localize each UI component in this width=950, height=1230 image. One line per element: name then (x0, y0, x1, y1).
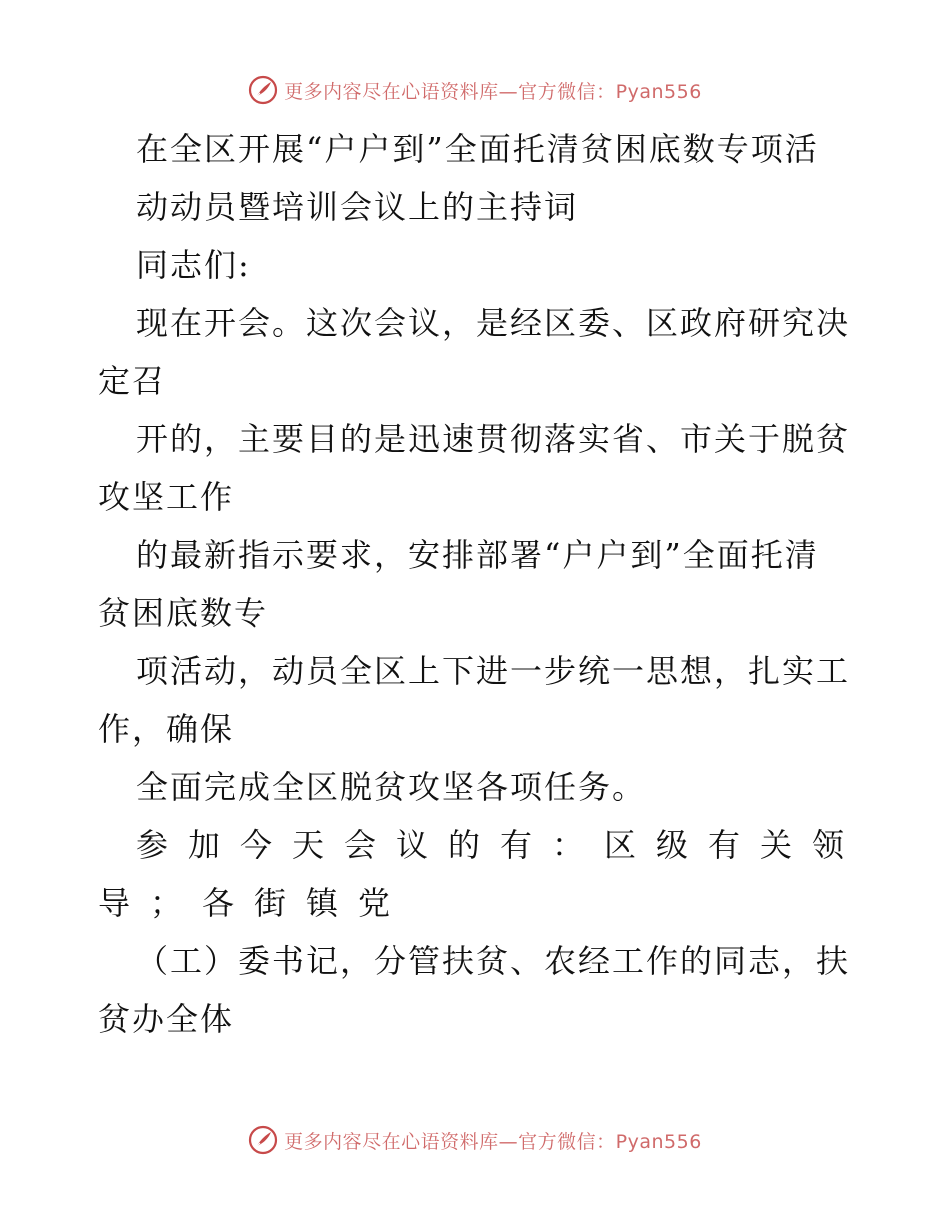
watermark-text: 更多内容尽在心语资料库—官方微信：Pyan556 (284, 80, 702, 103)
paragraph-line: 作，确保 (98, 710, 235, 748)
paragraph-line: 贫困底数专 (98, 594, 269, 632)
document-body (98, 120, 865, 1048)
footer-watermark (0, 1122, 950, 1158)
paragraph-line: 的最新指示要求，安排部署“户户到”全面托清 (136, 536, 819, 574)
salutation: 同志们: (136, 246, 251, 284)
header-watermark (0, 72, 950, 108)
watermark-text: 更多内容尽在心语资料库—官方微信：Pyan556 (284, 1130, 702, 1153)
title-line-1: 在全区开展“户户到”全面托清贫困底数专项活 (136, 130, 819, 168)
paragraph-line: （工）委书记，分管扶贫、农经工作的同志，扶 (136, 942, 851, 980)
paragraph-line: 攻坚工作 (98, 478, 235, 516)
paragraph-line: 开的，主要目的是迅速贯彻落实省、市关于脱贫 (136, 420, 851, 458)
paragraph-line: 项活动，动员全区上下进一步统一思想，扎实工 (136, 652, 851, 690)
paragraph-line: 定召 (98, 362, 167, 400)
title-line-2: 动动员暨培训会议上的主持词 (136, 188, 579, 226)
paragraph-line: 导；各街镇党 (98, 884, 411, 922)
paragraph-line: 贫办全体 (98, 1000, 235, 1038)
paragraph-line: 参加今天会议的有：区级有关领 (136, 826, 865, 864)
paragraph-line: 全面完成全区脱贫攻坚各项任务。 (136, 768, 647, 806)
quill-circle-icon (248, 1125, 278, 1155)
paragraph-line: 现在开会。这次会议，是经区委、区政府研究决 (136, 304, 851, 342)
quill-circle-icon (248, 75, 278, 105)
